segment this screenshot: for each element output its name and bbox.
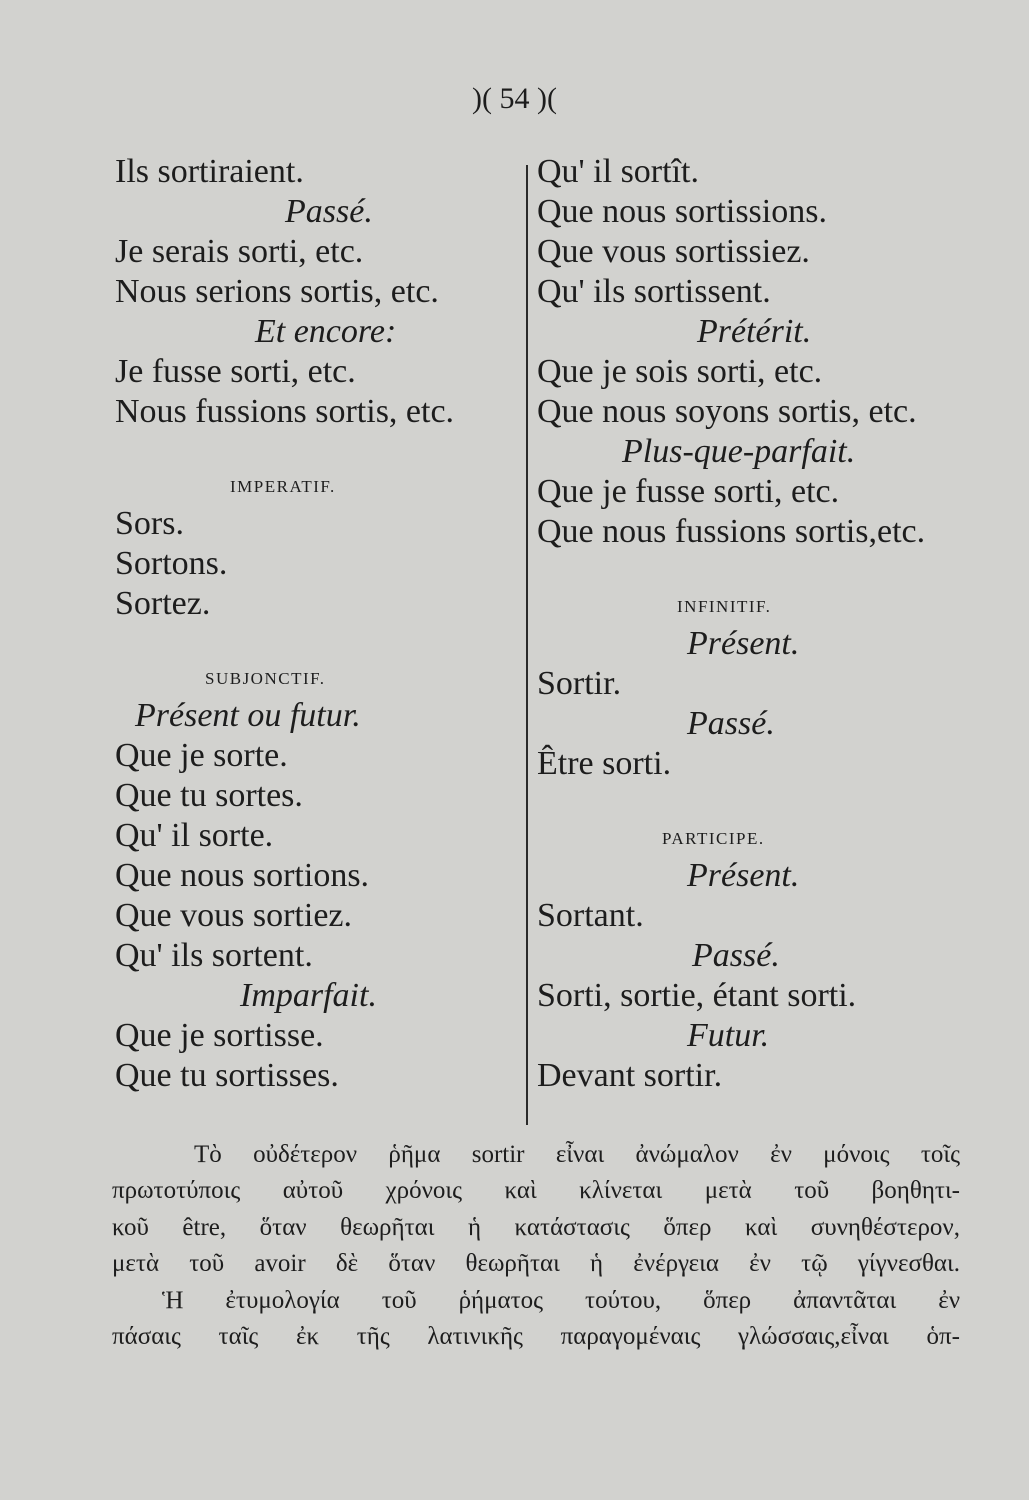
tense-label: Imparfait. bbox=[240, 977, 377, 1014]
conjugation-line: Qu' il sorte. bbox=[115, 817, 274, 854]
section-heading: IMPERATIF. bbox=[230, 477, 336, 496]
greek-line: πρωτοτύποις αὐτοῦ χρόνοις καὶ κλίνεται μετὰ τοῦ βοηθητι- bbox=[112, 1177, 960, 1205]
section-heading: PARTICIPE. bbox=[662, 829, 765, 848]
conjugation-line: Sors. bbox=[115, 505, 184, 542]
conjugation-line: Devant sortir. bbox=[537, 1057, 723, 1094]
conjugation-line: Ils sortiraient. bbox=[115, 153, 304, 190]
conjugation-line: Que tu sortisses. bbox=[115, 1057, 339, 1094]
conjugation-line: Sortir. bbox=[537, 665, 622, 702]
conjugation-line: Que tu sortes. bbox=[115, 777, 303, 814]
page-number-header: )( 54 )( bbox=[472, 82, 557, 115]
conjugation-line: Être sorti. bbox=[537, 745, 672, 782]
conjugation-line: Que nous sortissions. bbox=[537, 193, 827, 230]
right-column bbox=[537, 152, 962, 1096]
conjugation-line: Que vous sortiez. bbox=[115, 897, 353, 934]
tense-label: Futur. bbox=[687, 1017, 770, 1054]
tense-label: Passé. bbox=[692, 937, 780, 974]
conjugation-line: Qu' il sortît. bbox=[537, 153, 699, 190]
section-heading: SUBJONCTIF. bbox=[205, 669, 326, 688]
conjugation-line: Que je sortisse. bbox=[115, 1017, 324, 1054]
greek-line: Τὸ οὐδέτερον ῥῆμα sortir εἶναι ἀνώμαλον ἐν μόνοις τοῖς bbox=[194, 1141, 960, 1168]
greek-line: πάσαις ταῖς ἐκ τῆς λατινικῆς παραγομέναις γλώσσαις,εἶναι ὁπ- bbox=[112, 1323, 960, 1351]
conjugation-line: Nous fussions sortis, etc. bbox=[115, 393, 455, 430]
left-column bbox=[115, 152, 520, 1096]
conjugation-line: Nous serions sortis, etc. bbox=[115, 273, 439, 310]
greek-commentary bbox=[112, 1137, 960, 1355]
conjugation-line: Qu' ils sortissent. bbox=[537, 273, 771, 310]
conjugation-line: Que nous soyons sortis, etc. bbox=[537, 393, 917, 430]
conjugation-line: Qu' ils sortent. bbox=[115, 937, 313, 974]
conjugation-line: Sortant. bbox=[537, 897, 644, 934]
tense-label: Et encore: bbox=[255, 313, 397, 350]
greek-paragraph-1 bbox=[112, 1137, 960, 1283]
greek-line: μετὰ τοῦ avoir δὲ ὅταν θεωρῆται ἡ ἐνέργεια ἐν τῷ γίγνεσθαι. bbox=[112, 1250, 960, 1278]
conjugation-line: Que nous sortions. bbox=[115, 857, 370, 894]
greek-paragraph-2 bbox=[112, 1283, 960, 1356]
tense-label: Prétérit. bbox=[697, 313, 812, 350]
conjugation-line: Je fusse sorti, etc. bbox=[115, 353, 356, 390]
greek-line: Ἡ ἐτυμολογία τοῦ ῥήματος τούτου, ὅπερ ἀπαντᾶται ἐν bbox=[162, 1286, 960, 1314]
greek-line: κοῦ être, ὅταν θεωρῆται ἡ κατάστασις ὅπερ καὶ συνηθέστερον, bbox=[112, 1213, 960, 1241]
conjugation-line: Sortez. bbox=[115, 585, 211, 622]
tense-label: Passé. bbox=[687, 705, 775, 742]
conjugation-line: Je serais sorti, etc. bbox=[115, 233, 364, 270]
tense-label: Plus-que-parfait. bbox=[622, 433, 856, 470]
conjugation-line: Sortons. bbox=[115, 545, 228, 582]
tense-label: Présent. bbox=[687, 857, 800, 894]
section-heading: INFINITIF. bbox=[677, 597, 772, 616]
conjugation-line: Que je fusse sorti, etc. bbox=[537, 473, 840, 510]
column-divider bbox=[526, 165, 528, 1125]
conjugation-line: Sorti, sortie, étant sorti. bbox=[537, 977, 857, 1014]
conjugation-line: Que nous fussions sortis,etc. bbox=[537, 513, 926, 550]
tense-label: Présent ou futur. bbox=[135, 697, 361, 734]
conjugation-line: Que je sorte. bbox=[115, 737, 288, 774]
conjugation-line: Que vous sortissiez. bbox=[537, 233, 810, 270]
tense-label: Passé. bbox=[285, 193, 373, 230]
tense-label: Présent. bbox=[687, 625, 800, 662]
conjugation-line: Que je sois sorti, etc. bbox=[537, 353, 823, 390]
